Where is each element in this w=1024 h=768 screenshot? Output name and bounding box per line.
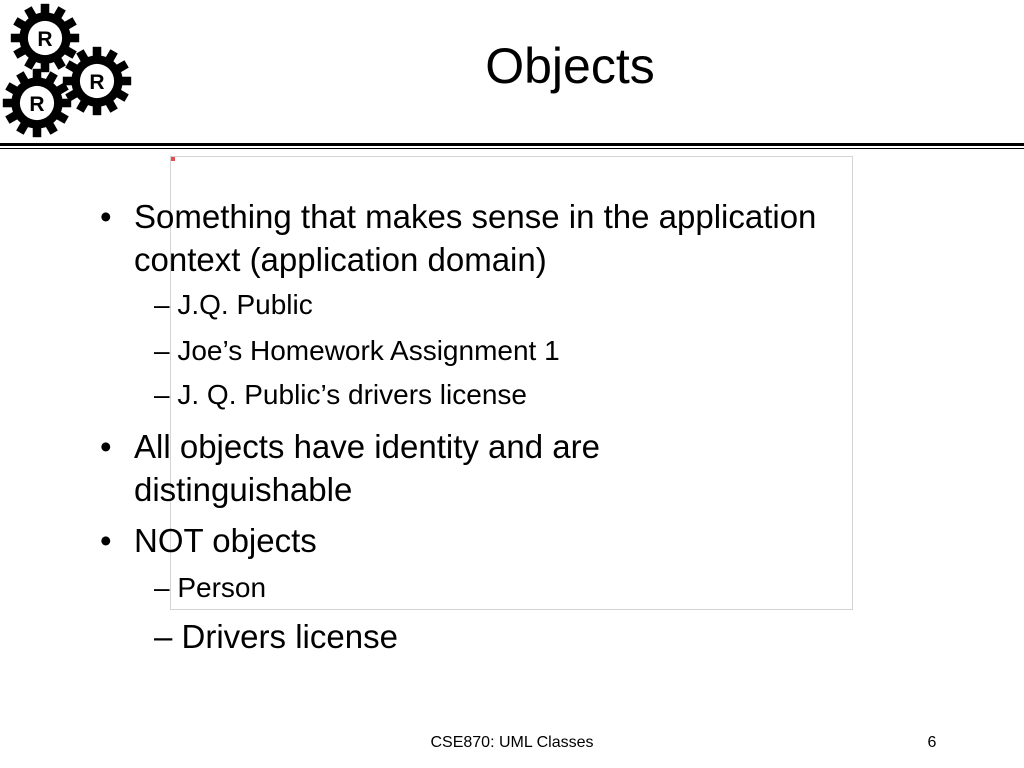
dash-marker: – <box>154 379 170 410</box>
sub-bullet-item <box>154 377 874 413</box>
footer-page-number: 6 <box>927 734 937 751</box>
bullet-item <box>100 195 880 281</box>
sub-bullet-text: J. Q. Public’s drivers license <box>177 379 527 410</box>
gear-letter: R <box>29 93 45 116</box>
dash-marker: – <box>154 335 170 366</box>
dash-marker: – <box>154 289 170 320</box>
bullet-text: Something that makes sense in the application context (application domain) <box>134 198 817 278</box>
sub-bullet-item <box>154 617 874 657</box>
bullet-marker: • <box>100 198 112 235</box>
bullet-text: NOT objects <box>134 522 317 559</box>
bullet-text: All objects have identity and are distinguishable <box>134 428 600 508</box>
bullet-marker: • <box>100 522 112 559</box>
sub-bullet-item <box>154 570 874 606</box>
gear-letter: R <box>89 71 105 94</box>
gear-letter: R <box>37 28 53 51</box>
footer-course-title: CSE870: UML Classes <box>430 734 594 751</box>
bullet-item <box>100 425 880 511</box>
sub-bullet-text: Person <box>177 572 267 603</box>
bullet-marker: • <box>100 428 112 465</box>
dash-marker: – <box>154 618 173 655</box>
bullet-item <box>100 519 880 562</box>
sub-bullet-item <box>154 287 874 323</box>
sub-bullet-text: Drivers license <box>181 618 398 655</box>
sub-bullet-item <box>154 333 874 369</box>
sub-bullet-text: Joe’s Homework Assignment 1 <box>177 335 560 366</box>
sub-bullet-text: J.Q. Public <box>177 289 313 320</box>
dash-marker: – <box>154 572 170 603</box>
slide-title: Objects <box>485 38 655 94</box>
